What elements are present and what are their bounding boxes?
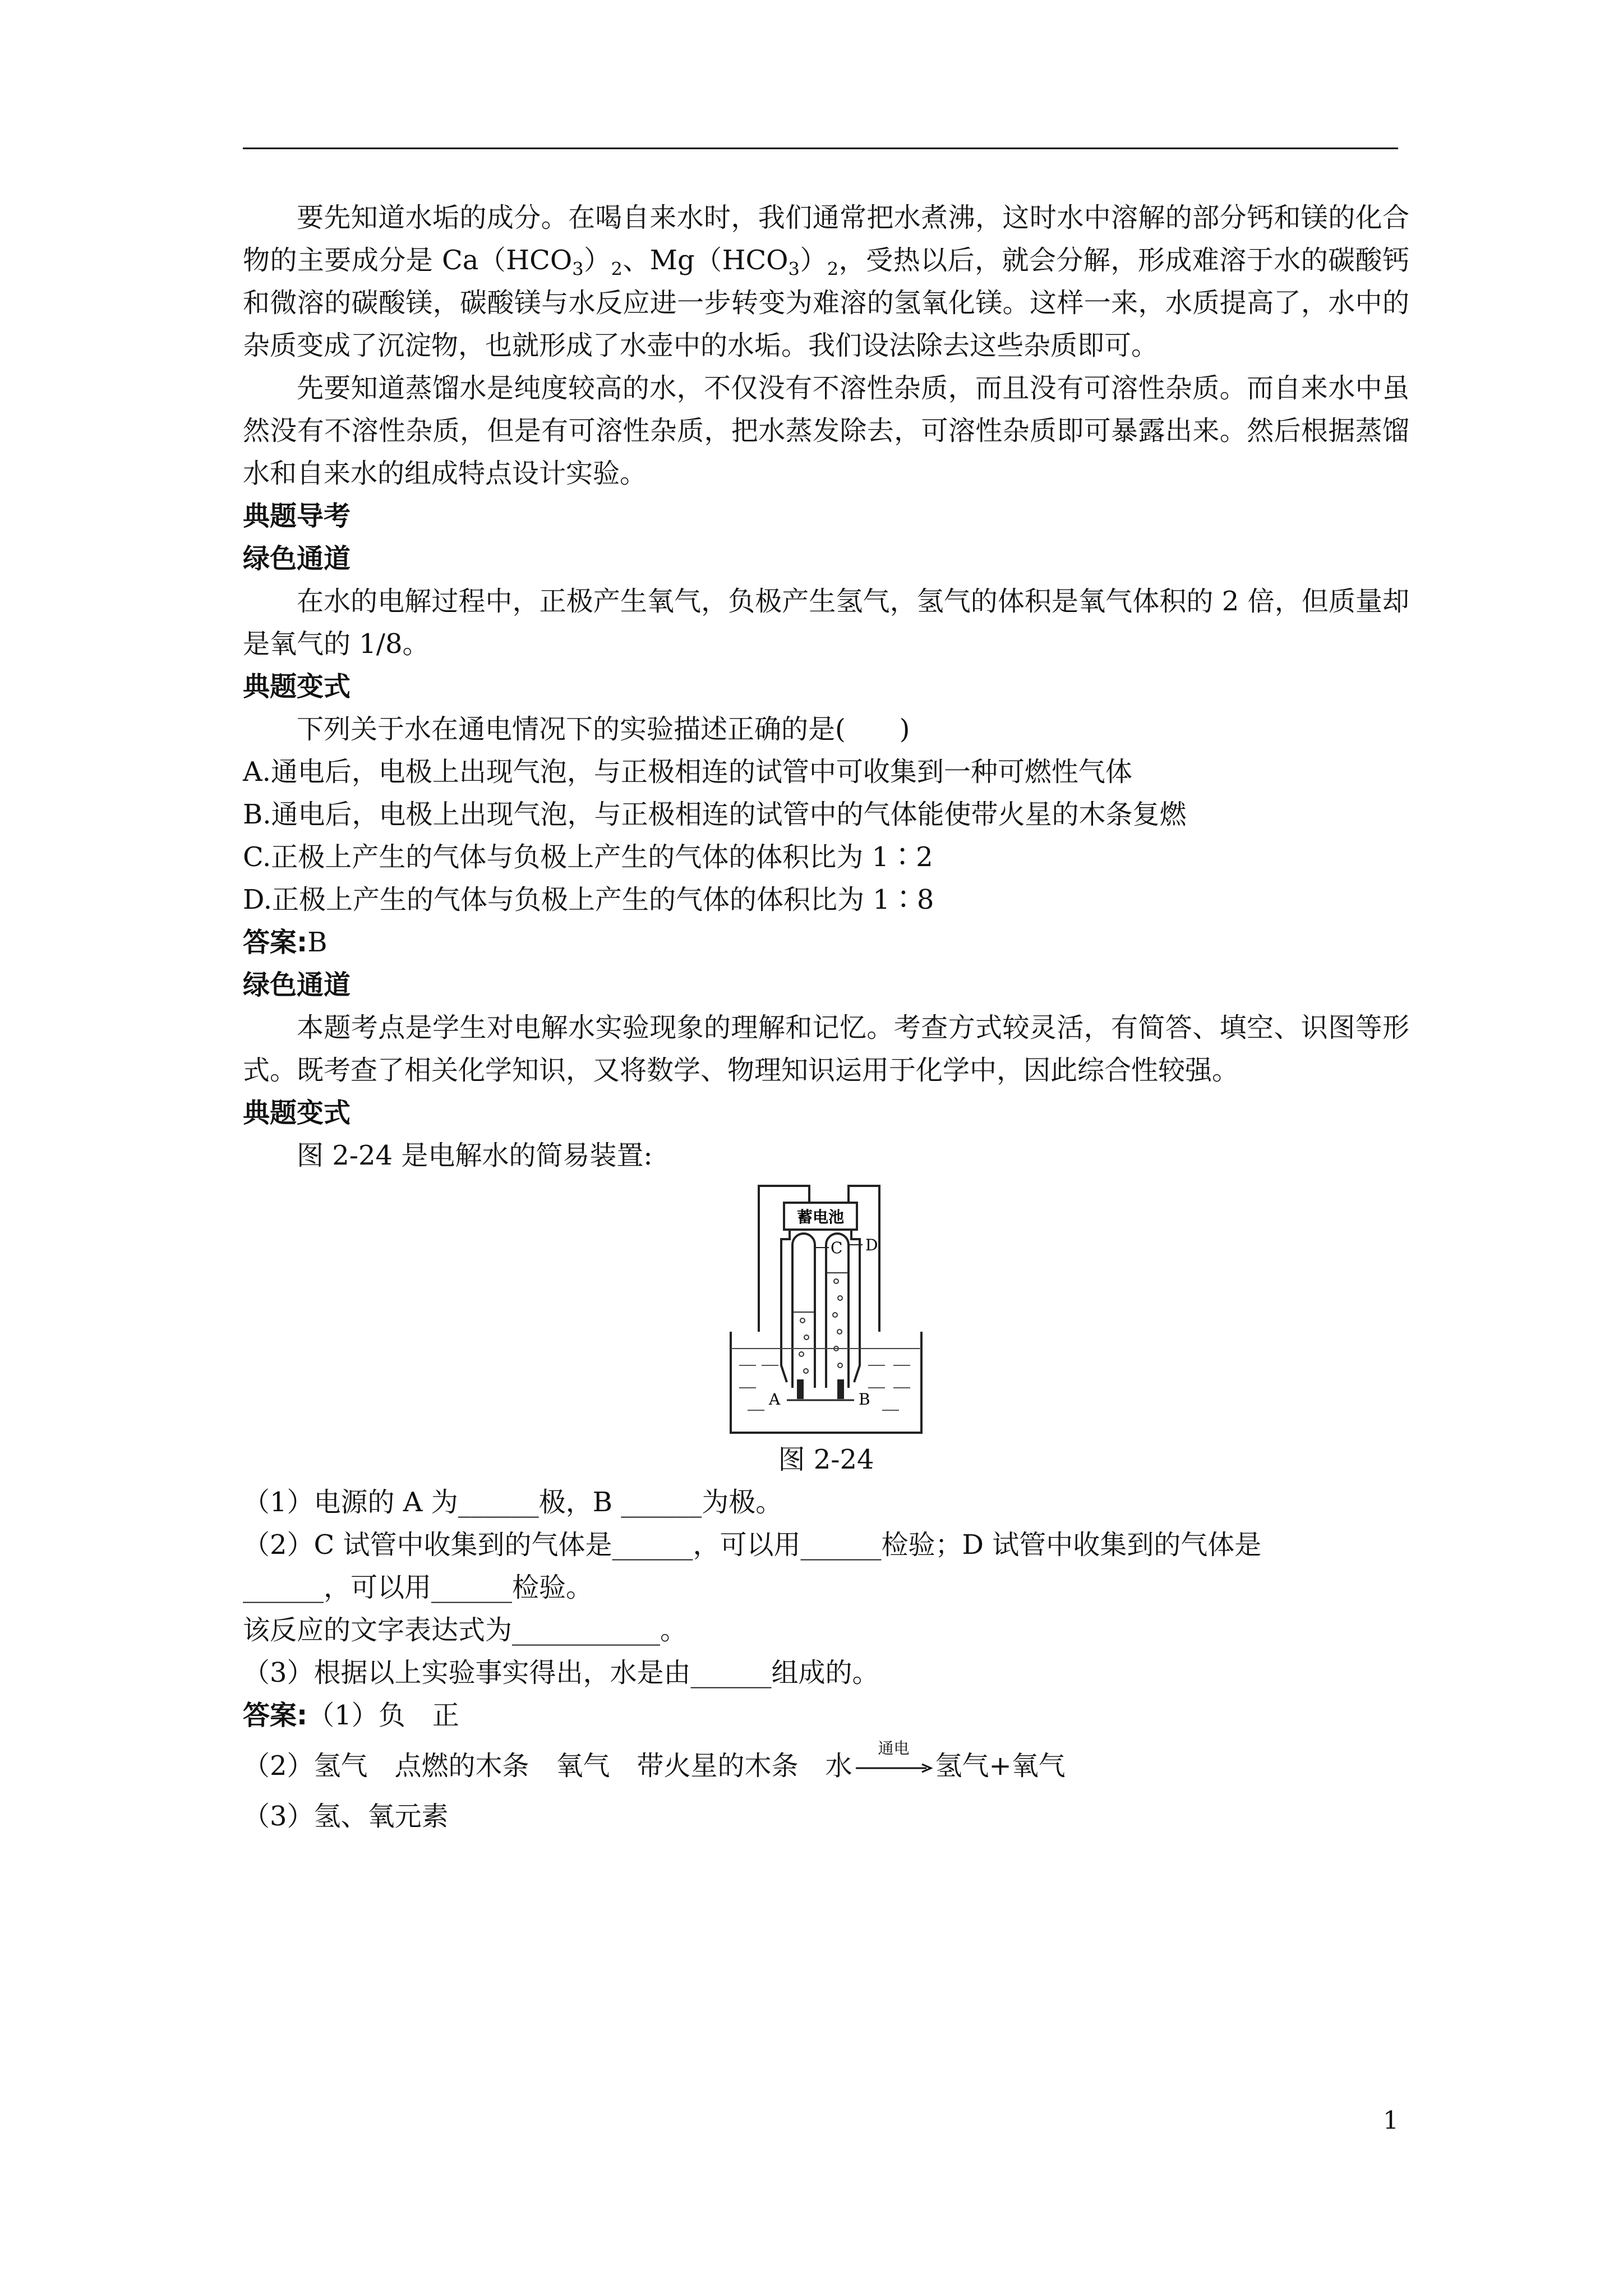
heading-typical-guide: 典题导考 [243,500,351,532]
answer-2-part-2: （2）氢气 点燃的木条 氧气 带火星的木条 水 通电 氢气+氧气 [243,1738,1066,1782]
battery-label: 蓄电池 [796,1208,845,1226]
option-c: C.正极上产生的气体与负极上产生的气体的体积比为 1∶2 [243,841,933,873]
question-2-intro: 图 2-24 是电解水的简易装置: [297,1140,653,1171]
reaction-arrow [855,1738,933,1782]
electrode-a [797,1379,804,1399]
answer-2-part-1: 答案:（1）负 正 [243,1700,459,1731]
electrode-b [837,1379,844,1399]
paragraph-scale-composition: 要先知道水垢的成分。在喝自来水时，我们通常把水煮沸，这时水中溶解的部分钙和镁的化合物的主要成分是 $Ca(HCO_3)_2$、$Mg(HCO_3)_2$，受热以后，就会分解，形成难溶于水的碳酸钙和微溶的碳酸镁，碳酸镁与水反应进一步转变为难溶的氢氧化镁。这样一来，水质提高了，水中的杂质变成了沉淀物，也就形成了水壶中的水垢。我们设法除去这些杂质即可。 [243,202,1409,361]
paragraph-green-channel-2: 本题考点是学生对电解水实验现象的理解和记忆。考查方式较灵活，有简答、填空、识图等形式。既考查了相关化学知识，又将数学、物理知识运用于化学中，因此综合性较强。 [243,1012,1409,1086]
answer-1 [243,921,1409,964]
label-b: B [859,1390,870,1409]
option-a: A.通电后，电极上出现气泡，与正极相连的试管中可收集到一种可燃性气体 [243,756,1132,788]
reaction-condition: 通电 [878,1738,910,1757]
electrolysis-figure [243,1180,1409,1438]
question-2-part-2a: （2）C 试管中收集到的气体是______，可以用______检验；D 试管中收集到的气体是 [243,1529,1262,1561]
electrolysis-apparatus-diagram [725,1180,927,1438]
document-body [243,196,1409,1838]
paragraph-distilled-water: 先要知道蒸馏水是纯度较高的水，不仅没有不溶性杂质，而且没有可溶性杂质。而自来水中虽然没有不溶性杂质，但是有可溶性杂质，把水蒸发除去，可溶性杂质即可暴露出来。然后根据蒸馏水和自来水的组成特点设计实验。 [243,372,1409,489]
label-c: C [831,1239,843,1257]
question-2-expression: 该反应的文字表达式为___________。 [243,1614,688,1646]
question-2-part-2b: ______，可以用______检验。 [243,1572,593,1603]
option-d: D.正极上产生的气体与负极上产生的气体的体积比为 1∶8 [243,884,934,915]
answer-2-label: 答案: [243,1700,308,1731]
heading-variant: 典题变式 [243,671,351,702]
question-2-part-1: （1）电源的 A 为______极，B ______为极。 [243,1487,783,1518]
option-b: B.通电后，电极上出现气泡，与正极相连的试管中的气体能使带火星的木条复燃 [243,799,1187,830]
answer-2-part-3: （3）氢、氧元素 [243,1801,449,1832]
test-tube-c [792,1234,815,1388]
page-number: 1 [1383,2106,1399,2135]
question-2-part-3: （3）根据以上实验事实得出，水是由______组成的。 [243,1657,879,1688]
heading-green-channel-2: 绿色通道 [243,969,351,1001]
answer-value: B [307,927,328,958]
paragraph-green-channel-1: 在水的电解过程中，正极产生氧气，负极产生氢气，氢气的体积是氧气体积的 2 倍，但质量却是氧气的 1/8。 [243,586,1409,660]
figure-caption: 图 2-24 [778,1444,874,1475]
answer-label: 答案: [243,927,308,958]
question-1-stem: 下列关于水在通电情况下的实验描述正确的是( ) [297,714,910,745]
label-d: D [865,1236,878,1254]
heading-variant-2: 典题变式 [243,1097,351,1129]
header-rule [243,148,1398,149]
heading-green-channel: 绿色通道 [243,543,351,574]
label-a: A [769,1390,781,1409]
